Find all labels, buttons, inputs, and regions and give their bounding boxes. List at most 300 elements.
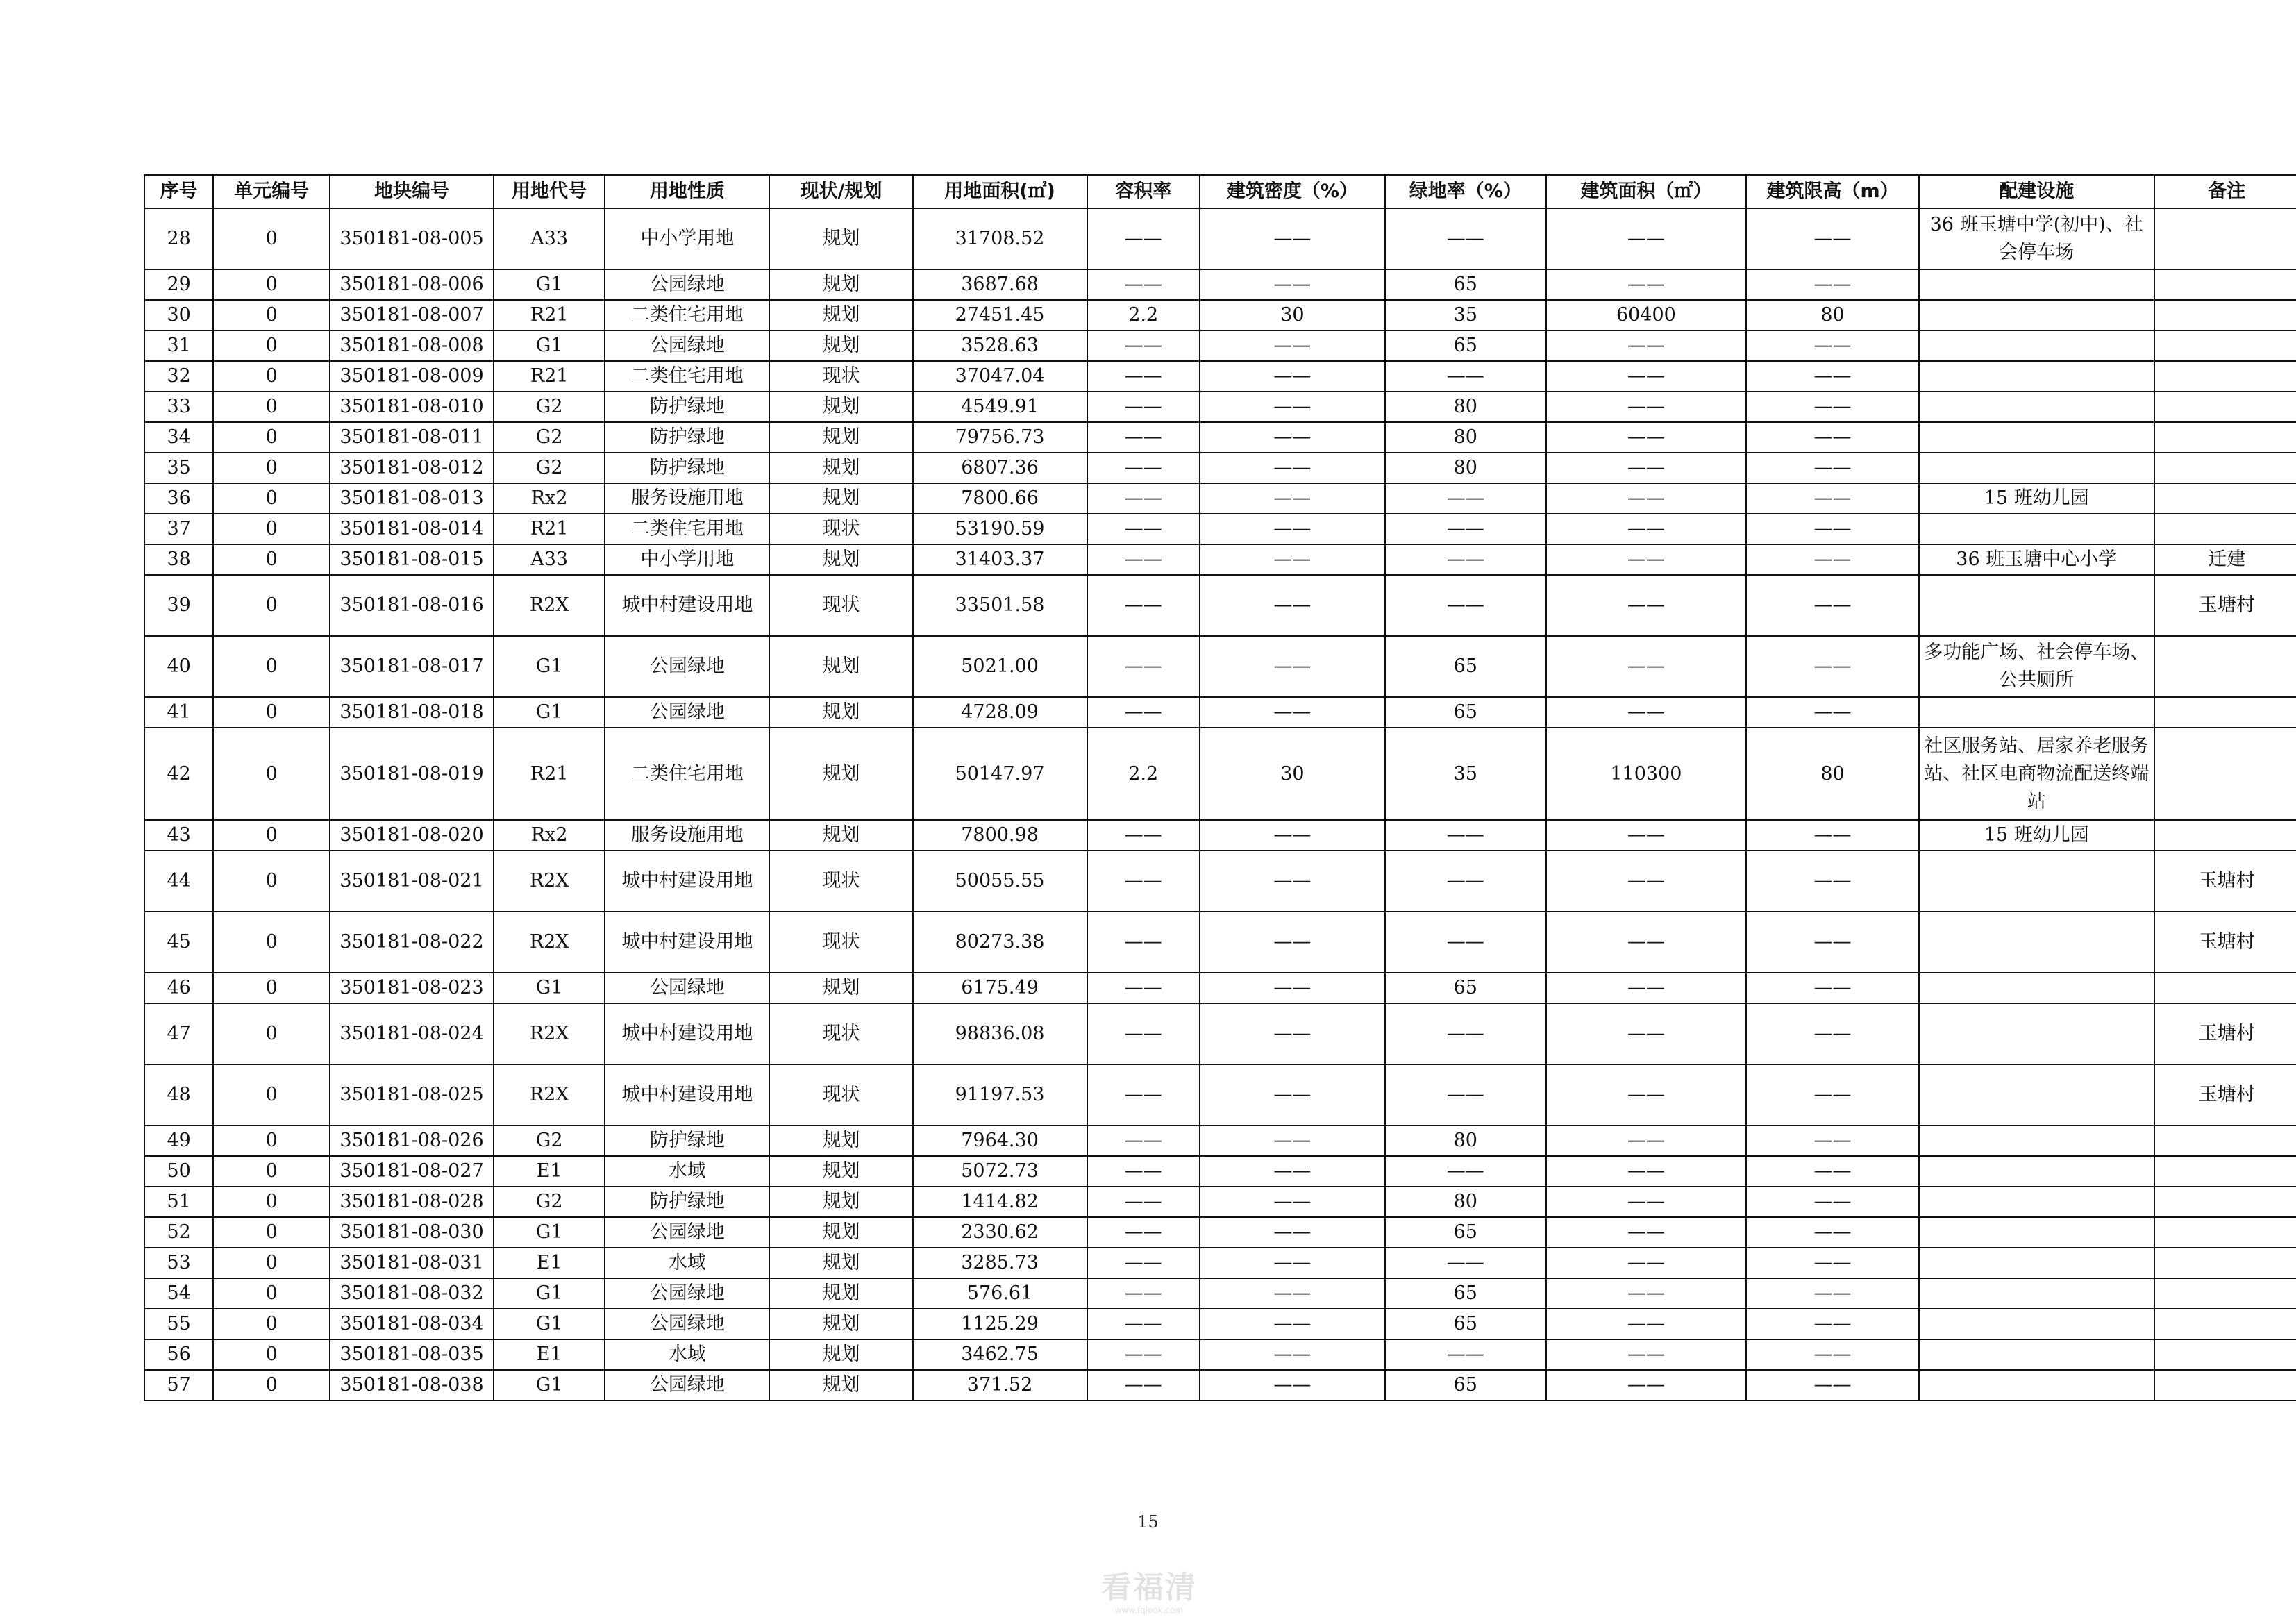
cell-density: —— [1200,1156,1385,1187]
cell-facilities [1919,973,2154,1003]
table-row [144,1156,2296,1187]
cell-floor-area: —— [1546,483,1746,514]
cell-area: 1414.82 [913,1187,1087,1217]
table-row [144,392,2296,422]
cell-height-limit: —— [1746,820,1919,851]
cell-floor-area: —— [1546,1125,1746,1156]
table-row [144,1248,2296,1278]
table-row [144,728,2296,820]
cell-density: —— [1200,697,1385,728]
cell-unit-code: 0 [213,1248,330,1278]
table-row [144,820,2296,851]
cell-parcel-code: 350181-08-012 [330,453,494,483]
cell-parcel-code: 350181-08-020 [330,820,494,851]
cell-far: —— [1087,269,1200,300]
cell-seq: 33 [144,392,213,422]
cell-height-limit: —— [1746,1248,1919,1278]
cell-land-use: 防护绿地 [605,422,769,453]
cell-land-use: 公园绿地 [605,330,769,361]
cell-area: 3285.73 [913,1248,1087,1278]
cell-parcel-code: 350181-08-010 [330,392,494,422]
cell-seq: 51 [144,1187,213,1217]
cell-seq: 38 [144,544,213,575]
cell-far: —— [1087,544,1200,575]
cell-far: —— [1087,912,1200,973]
cell-unit-code: 0 [213,483,330,514]
table-row [144,1064,2296,1125]
watermark [1083,1571,1215,1615]
cell-green-ratio: 65 [1385,1370,1546,1400]
cell-floor-area: —— [1546,1248,1746,1278]
cell-land-code: G2 [494,1187,605,1217]
cell-land-use: 中小学用地 [605,544,769,575]
cell-facilities [1919,575,2154,636]
header-unit-code: 单元编号 [213,175,330,208]
cell-seq: 41 [144,697,213,728]
cell-status: 规划 [769,1248,912,1278]
cell-unit-code: 0 [213,1064,330,1125]
cell-land-use: 二类住宅用地 [605,514,769,544]
cell-parcel-code: 350181-08-006 [330,269,494,300]
cell-status: 规划 [769,453,912,483]
cell-status: 规划 [769,392,912,422]
cell-remarks [2154,1125,2296,1156]
cell-floor-area: —— [1546,361,1746,392]
cell-unit-code: 0 [213,636,330,697]
cell-area: 79756.73 [913,422,1087,453]
cell-far: —— [1087,1125,1200,1156]
cell-status: 规划 [769,269,912,300]
cell-green-ratio: 65 [1385,330,1546,361]
cell-remarks [2154,453,2296,483]
cell-status: 现状 [769,1064,912,1125]
table-row [144,575,2296,636]
cell-unit-code: 0 [213,1003,330,1064]
cell-floor-area: —— [1546,575,1746,636]
cell-facilities [1919,851,2154,912]
cell-status: 现状 [769,361,912,392]
cell-remarks [2154,208,2296,269]
cell-far: —— [1087,575,1200,636]
cell-area: 50147.97 [913,728,1087,820]
cell-height-limit: 80 [1746,300,1919,330]
cell-far: —— [1087,1156,1200,1187]
table-row [144,1187,2296,1217]
cell-height-limit: —— [1746,1278,1919,1309]
cell-floor-area: —— [1546,1064,1746,1125]
cell-facilities: 36 班玉塘中心小学 [1919,544,2154,575]
cell-seq: 34 [144,422,213,453]
cell-far: —— [1087,1248,1200,1278]
cell-remarks [2154,697,2296,728]
cell-remarks [2154,1309,2296,1339]
cell-facilities: 15 班幼儿园 [1919,820,2154,851]
table-row [144,1309,2296,1339]
cell-facilities: 多功能广场、社会停车场、公共厕所 [1919,636,2154,697]
cell-far: —— [1087,361,1200,392]
cell-density: —— [1200,575,1385,636]
cell-height-limit: —— [1746,1309,1919,1339]
cell-status: 现状 [769,851,912,912]
cell-parcel-code: 350181-08-032 [330,1278,494,1309]
cell-far: —— [1087,208,1200,269]
cell-status: 规划 [769,636,912,697]
cell-area: 7964.30 [913,1125,1087,1156]
header-seq: 序号 [144,175,213,208]
table-row [144,483,2296,514]
cell-density: —— [1200,1125,1385,1156]
cell-land-code: A33 [494,208,605,269]
cell-seq: 57 [144,1370,213,1400]
table-row [144,1125,2296,1156]
cell-floor-area: —— [1546,1339,1746,1370]
cell-parcel-code: 350181-08-031 [330,1248,494,1278]
cell-land-use: 水域 [605,1248,769,1278]
cell-density: —— [1200,1370,1385,1400]
cell-seq: 30 [144,300,213,330]
table-row [144,208,2296,269]
cell-green-ratio: —— [1385,1156,1546,1187]
cell-area: 4549.91 [913,392,1087,422]
cell-seq: 31 [144,330,213,361]
cell-status: 规划 [769,1309,912,1339]
cell-green-ratio: —— [1385,1003,1546,1064]
table-row [144,912,2296,973]
cell-unit-code: 0 [213,330,330,361]
cell-remarks [2154,330,2296,361]
cell-height-limit: —— [1746,912,1919,973]
cell-green-ratio: 80 [1385,1187,1546,1217]
cell-land-code: R21 [494,514,605,544]
cell-height-limit: —— [1746,1064,1919,1125]
cell-unit-code: 0 [213,1339,330,1370]
cell-remarks: 迁建 [2154,544,2296,575]
cell-height-limit: 80 [1746,728,1919,820]
cell-unit-code: 0 [213,1187,330,1217]
cell-land-use: 公园绿地 [605,697,769,728]
cell-floor-area: —— [1546,912,1746,973]
table-row [144,851,2296,912]
cell-area: 371.52 [913,1370,1087,1400]
header-land-code: 用地代号 [494,175,605,208]
cell-land-code: Rx2 [494,820,605,851]
cell-land-code: R21 [494,361,605,392]
cell-height-limit: —— [1746,422,1919,453]
cell-status: 规划 [769,208,912,269]
cell-area: 5072.73 [913,1156,1087,1187]
cell-land-use: 公园绿地 [605,636,769,697]
cell-land-code: G1 [494,697,605,728]
cell-remarks [2154,361,2296,392]
cell-land-code: E1 [494,1339,605,1370]
cell-far: —— [1087,1217,1200,1248]
cell-land-use: 城中村建设用地 [605,1003,769,1064]
cell-parcel-code: 350181-08-019 [330,728,494,820]
cell-density: —— [1200,208,1385,269]
cell-density: —— [1200,1003,1385,1064]
cell-parcel-code: 350181-08-017 [330,636,494,697]
cell-remarks [2154,1278,2296,1309]
cell-seq: 28 [144,208,213,269]
cell-facilities [1919,912,2154,973]
cell-density: —— [1200,392,1385,422]
cell-density: —— [1200,1064,1385,1125]
cell-parcel-code: 350181-08-034 [330,1309,494,1339]
cell-density: —— [1200,544,1385,575]
cell-floor-area: 60400 [1546,300,1746,330]
cell-area: 50055.55 [913,851,1087,912]
table-row [144,1339,2296,1370]
cell-facilities [1919,1370,2154,1400]
cell-area: 6175.49 [913,973,1087,1003]
cell-seq: 32 [144,361,213,392]
cell-area: 6807.36 [913,453,1087,483]
cell-density: —— [1200,973,1385,1003]
cell-height-limit: —— [1746,483,1919,514]
cell-green-ratio: —— [1385,208,1546,269]
cell-floor-area: —— [1546,697,1746,728]
cell-floor-area: —— [1546,851,1746,912]
cell-unit-code: 0 [213,1370,330,1400]
cell-facilities [1919,1217,2154,1248]
cell-seq: 54 [144,1278,213,1309]
cell-status: 规划 [769,483,912,514]
cell-density: —— [1200,422,1385,453]
cell-status: 规划 [769,300,912,330]
cell-land-code: G2 [494,422,605,453]
cell-green-ratio: 35 [1385,728,1546,820]
cell-land-code: G1 [494,1309,605,1339]
cell-land-code: G1 [494,636,605,697]
cell-remarks: 玉塘村 [2154,1003,2296,1064]
header-height-limit: 建筑限高（m） [1746,175,1919,208]
cell-land-use: 城中村建设用地 [605,1064,769,1125]
cell-area: 2330.62 [913,1217,1087,1248]
cell-status: 规划 [769,1278,912,1309]
cell-unit-code: 0 [213,851,330,912]
cell-parcel-code: 350181-08-021 [330,851,494,912]
cell-green-ratio: —— [1385,575,1546,636]
cell-density: —— [1200,1339,1385,1370]
cell-density: —— [1200,514,1385,544]
cell-land-use: 公园绿地 [605,269,769,300]
cell-density: —— [1200,1309,1385,1339]
cell-density: —— [1200,453,1385,483]
cell-land-code: E1 [494,1156,605,1187]
cell-unit-code: 0 [213,973,330,1003]
cell-density: —— [1200,636,1385,697]
cell-green-ratio: —— [1385,1339,1546,1370]
cell-green-ratio: 35 [1385,300,1546,330]
cell-land-code: R2X [494,575,605,636]
cell-seq: 55 [144,1309,213,1339]
header-status: 现状/规划 [769,175,912,208]
cell-height-limit: —— [1746,973,1919,1003]
cell-parcel-code: 350181-08-016 [330,575,494,636]
cell-density: —— [1200,330,1385,361]
cell-far: —— [1087,330,1200,361]
cell-remarks: 玉塘村 [2154,1064,2296,1125]
cell-unit-code: 0 [213,392,330,422]
cell-status: 规划 [769,1156,912,1187]
cell-unit-code: 0 [213,514,330,544]
cell-land-use: 防护绿地 [605,453,769,483]
cell-far: 2.2 [1087,728,1200,820]
cell-floor-area: —— [1546,208,1746,269]
cell-seq: 53 [144,1248,213,1278]
cell-remarks: 玉塘村 [2154,851,2296,912]
cell-seq: 52 [144,1217,213,1248]
cell-facilities [1919,1309,2154,1339]
cell-parcel-code: 350181-08-005 [330,208,494,269]
cell-green-ratio: —— [1385,514,1546,544]
cell-remarks [2154,392,2296,422]
cell-seq: 44 [144,851,213,912]
cell-remarks [2154,820,2296,851]
cell-land-code: G1 [494,973,605,1003]
table-row [144,361,2296,392]
cell-far: 2.2 [1087,300,1200,330]
cell-floor-area: —— [1546,1370,1746,1400]
cell-far: —— [1087,453,1200,483]
cell-floor-area: —— [1546,269,1746,300]
watermark-logo: 看福清 [1101,1570,1197,1605]
cell-unit-code: 0 [213,820,330,851]
table-row [144,1003,2296,1064]
cell-land-code: R2X [494,1064,605,1125]
cell-height-limit: —— [1746,851,1919,912]
cell-status: 现状 [769,575,912,636]
cell-area: 80273.38 [913,912,1087,973]
table-row [144,1217,2296,1248]
cell-area: 7800.66 [913,483,1087,514]
cell-land-use: 公园绿地 [605,1309,769,1339]
table-row [144,453,2296,483]
cell-facilities: 15 班幼儿园 [1919,483,2154,514]
table-row [144,973,2296,1003]
cell-area: 33501.58 [913,575,1087,636]
cell-area: 53190.59 [913,514,1087,544]
cell-status: 现状 [769,514,912,544]
cell-unit-code: 0 [213,300,330,330]
cell-land-use: 公园绿地 [605,1370,769,1400]
header-floor-area: 建筑面积（㎡） [1546,175,1746,208]
cell-green-ratio: —— [1385,483,1546,514]
cell-floor-area: —— [1546,820,1746,851]
cell-land-code: R21 [494,728,605,820]
cell-remarks [2154,514,2296,544]
table-header-row [144,175,2296,208]
cell-status: 规划 [769,1370,912,1400]
cell-land-use: 水域 [605,1156,769,1187]
page-number: 15 [1137,1512,1159,1532]
cell-density: —— [1200,1248,1385,1278]
cell-remarks [2154,728,2296,820]
cell-seq: 56 [144,1339,213,1370]
cell-parcel-code: 350181-08-009 [330,361,494,392]
header-area: 用地面积(㎡) [913,175,1087,208]
cell-land-code: G1 [494,1217,605,1248]
cell-facilities [1919,1278,2154,1309]
header-land-use: 用地性质 [605,175,769,208]
header-parcel-code: 地块编号 [330,175,494,208]
cell-land-use: 防护绿地 [605,392,769,422]
cell-green-ratio: 80 [1385,392,1546,422]
cell-land-code: R2X [494,1003,605,1064]
cell-status: 规划 [769,330,912,361]
cell-facilities: 36 班玉塘中学(初中)、社会停车场 [1919,208,2154,269]
cell-area: 31708.52 [913,208,1087,269]
cell-green-ratio: —— [1385,851,1546,912]
cell-land-code: Rx2 [494,483,605,514]
table-row [144,697,2296,728]
cell-facilities [1919,1187,2154,1217]
cell-remarks [2154,1156,2296,1187]
cell-green-ratio: 65 [1385,697,1546,728]
cell-status: 规划 [769,1339,912,1370]
cell-parcel-code: 350181-08-028 [330,1187,494,1217]
cell-parcel-code: 350181-08-035 [330,1339,494,1370]
cell-seq: 42 [144,728,213,820]
cell-seq: 47 [144,1003,213,1064]
cell-facilities [1919,392,2154,422]
cell-density: —— [1200,851,1385,912]
cell-green-ratio: 65 [1385,973,1546,1003]
cell-land-use: 中小学用地 [605,208,769,269]
cell-facilities [1919,514,2154,544]
cell-height-limit: —— [1746,1339,1919,1370]
cell-floor-area: —— [1546,392,1746,422]
cell-height-limit: —— [1746,1156,1919,1187]
cell-green-ratio: 65 [1385,1217,1546,1248]
cell-facilities [1919,697,2154,728]
cell-land-code: G1 [494,1278,605,1309]
cell-parcel-code: 350181-08-014 [330,514,494,544]
cell-green-ratio: 80 [1385,1125,1546,1156]
cell-height-limit: —— [1746,361,1919,392]
cell-land-use: 二类住宅用地 [605,361,769,392]
cell-far: —— [1087,851,1200,912]
cell-seq: 49 [144,1125,213,1156]
cell-floor-area: 110300 [1546,728,1746,820]
cell-status: 规划 [769,1217,912,1248]
cell-green-ratio: —— [1385,1064,1546,1125]
cell-remarks [2154,1339,2296,1370]
cell-unit-code: 0 [213,912,330,973]
cell-parcel-code: 350181-08-027 [330,1156,494,1187]
cell-facilities [1919,1125,2154,1156]
cell-height-limit: —— [1746,544,1919,575]
cell-seq: 46 [144,973,213,1003]
cell-floor-area: —— [1546,1003,1746,1064]
cell-remarks: 玉塘村 [2154,575,2296,636]
cell-unit-code: 0 [213,422,330,453]
cell-green-ratio: —— [1385,361,1546,392]
cell-land-use: 公园绿地 [605,1278,769,1309]
cell-floor-area: —— [1546,1309,1746,1339]
cell-land-use: 服务设施用地 [605,483,769,514]
cell-green-ratio: 80 [1385,422,1546,453]
table-row [144,300,2296,330]
cell-remarks [2154,973,2296,1003]
cell-height-limit: —— [1746,1125,1919,1156]
cell-unit-code: 0 [213,269,330,300]
cell-land-use: 城中村建设用地 [605,851,769,912]
cell-green-ratio: 65 [1385,1278,1546,1309]
cell-density: —— [1200,269,1385,300]
cell-unit-code: 0 [213,1278,330,1309]
cell-floor-area: —— [1546,1187,1746,1217]
